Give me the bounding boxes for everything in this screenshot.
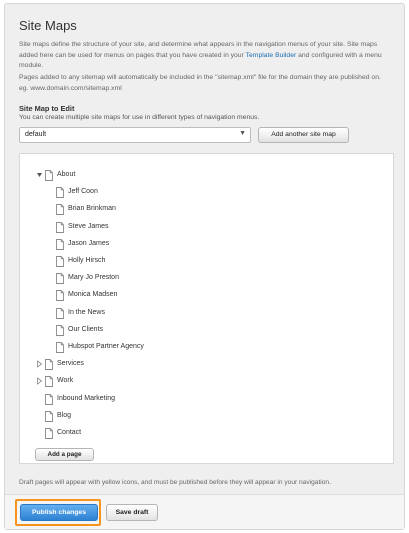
sitemap-dropdown-value: default	[25, 131, 47, 138]
page-icon	[45, 359, 53, 370]
page-icon	[56, 187, 64, 198]
description-text-start: Site maps define the structure of your site, and determine what appears in the navigation menus of your site. Site maps added here can be used for menus on pages that you have created in your	[19, 41, 378, 59]
page-icon	[56, 239, 64, 250]
publish-changes-button[interactable]: Publish changes	[20, 504, 98, 521]
chevron-down-icon: ▼	[239, 130, 246, 137]
tree-item-label: Steve James	[68, 222, 109, 230]
draft-note: Draft pages will appear with yellow icons, and must be published before they will appear in your navigation.	[19, 479, 331, 486]
caret-collapsed-icon[interactable]	[36, 360, 43, 368]
caret-collapsed-icon[interactable]	[36, 377, 43, 385]
tree-item-label: Hubspot Partner Agency	[68, 343, 144, 350]
sitemap-dropdown[interactable]	[19, 127, 251, 143]
caret-expanded-icon[interactable]	[36, 171, 43, 179]
template-builder-link[interactable]: Template Builder	[245, 51, 297, 59]
tree-item-label: About	[57, 171, 76, 178]
save-draft-button[interactable]: Save draft	[106, 504, 158, 521]
tree-item-label: Brian Brinkman	[68, 205, 116, 213]
tree-item-label: Inbound Marketing	[57, 394, 115, 402]
add-page-button[interactable]: Add a page	[35, 448, 94, 461]
page-icon	[56, 273, 64, 284]
description-text-end: and configured with a menu module.	[19, 51, 382, 70]
page-icon	[56, 222, 64, 233]
page-icon	[56, 325, 64, 336]
sitemap-tree	[19, 153, 394, 464]
site-maps-panel	[4, 3, 405, 530]
tree-item-label: Holly Hirsch	[68, 257, 106, 264]
tree-item-label: Contact	[57, 429, 82, 436]
page-title: Site Maps	[19, 18, 77, 33]
page-icon	[45, 376, 53, 387]
page-icon	[45, 411, 53, 422]
page-icon	[56, 204, 64, 215]
page-icon	[45, 394, 53, 405]
sitemap-select-hint: You can create multiple site maps for use in different types of navigation menus.	[19, 114, 260, 121]
site-maps-description	[19, 40, 391, 72]
page-icon	[56, 308, 64, 319]
tree-item-label: Monica Madsen	[68, 291, 118, 299]
page-icon	[56, 256, 64, 267]
tree-item-label: Blog	[57, 411, 72, 419]
tree-item-label: Mary Jo Preston	[68, 274, 119, 282]
page-icon	[45, 170, 53, 181]
add-site-map-button[interactable]: Add another site map	[258, 127, 349, 143]
sitemap-select-label: Site Map to Edit	[19, 104, 75, 113]
page-icon	[56, 342, 64, 353]
tree-item-label: Our Clients	[68, 325, 104, 333]
page-icon	[56, 290, 64, 301]
tree-item-label: Services	[57, 360, 84, 368]
sitemap-xml-description: Pages added to any sitemap will automatically be included in the "sitemap.xml" file for the domain they are published on. eg. www.domain.com/sitemap.xml	[19, 74, 381, 92]
tree-item-label: Work	[57, 377, 74, 385]
tree-item-label: In the News	[68, 308, 105, 316]
tree-item-label: Jason James	[68, 239, 110, 247]
tree-item-label: Jeff Coon	[68, 188, 98, 196]
page-icon	[45, 428, 53, 439]
